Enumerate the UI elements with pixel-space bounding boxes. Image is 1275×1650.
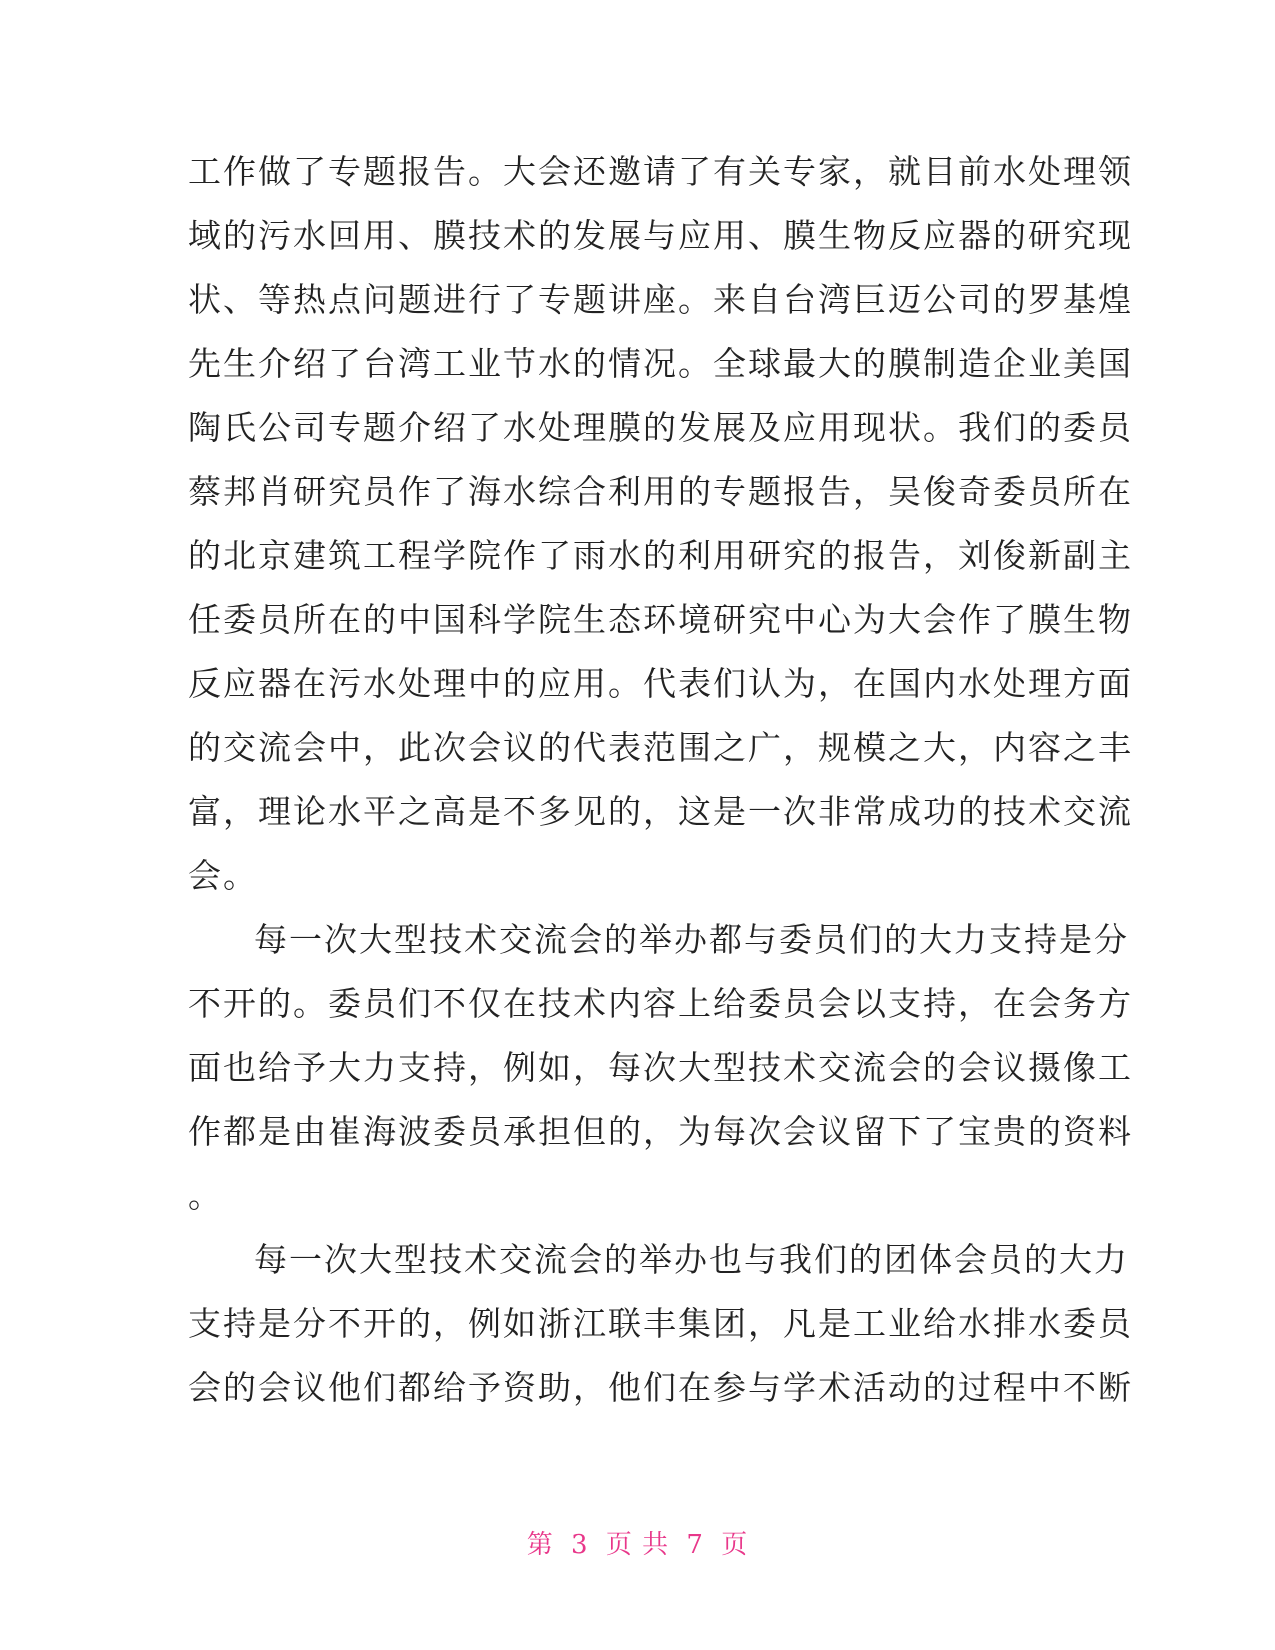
text-line: 富，理论水平之高是不多见的，这是一次非常成功的技术交流 <box>188 792 1133 831</box>
document-body <box>188 140 1133 1420</box>
footer-prefix: 第 <box>526 1530 554 1560</box>
page-footer <box>0 1524 1275 1561</box>
text-line: 状、等热点问题进行了专题讲座。来自台湾巨迈公司的罗基煌 <box>188 280 1133 319</box>
text-line: 会。 <box>188 856 258 895</box>
text-line: 先生介绍了台湾工业节水的情况。全球最大的膜制造企业美国 <box>188 344 1133 383</box>
footer-middle: 页 共 <box>605 1530 670 1560</box>
text-line: 的交流会中，此次会议的代表范围之广，规模之大，内容之丰 <box>188 728 1133 767</box>
text-line: 不开的。委员们不仅在技术内容上给委员会以支持，在会务方 <box>188 984 1133 1023</box>
footer-page-number: 3 <box>571 1530 589 1560</box>
text-line: 作都是由崔海波委员承担但的，为每次会议留下了宝贵的资料 <box>188 1112 1133 1151</box>
paragraph-first-line: 每一次大型技术交流会的举办也与我们的团体会员的大力 <box>254 1240 1129 1279</box>
text-line: 域的污水回用、膜技术的发展与应用、膜生物反应器的研究现 <box>188 216 1133 255</box>
text-line: 反应器在污水处理中的应用。代表们认为，在国内水处理方面 <box>188 664 1133 703</box>
text-line: 。 <box>188 1176 223 1215</box>
footer-suffix: 页 <box>721 1530 749 1560</box>
text-line: 面也给予大力支持，例如，每次大型技术交流会的会议摄像工 <box>188 1048 1133 1087</box>
footer-total-pages: 7 <box>686 1530 704 1560</box>
text-line: 工作做了专题报告。大会还邀请了有关专家，就目前水处理领 <box>188 152 1133 191</box>
text-line: 陶氏公司专题介绍了水处理膜的发展及应用现状。我们的委员 <box>188 408 1133 447</box>
text-line: 任委员所在的中国科学院生态环境研究中心为大会作了膜生物 <box>188 600 1133 639</box>
text-line: 支持是分不开的，例如浙江联丰集团，凡是工业给水排水委员 <box>188 1304 1133 1343</box>
text-line: 蔡邦肖研究员作了海水综合利用的专题报告，吴俊奇委员所在 <box>188 472 1133 511</box>
text-line: 会的会议他们都给予资助，他们在参与学术活动的过程中不断 <box>188 1368 1133 1407</box>
paragraph-first-line: 每一次大型技术交流会的举办都与委员们的大力支持是分 <box>254 920 1129 959</box>
text-line: 的北京建筑工程学院作了雨水的利用研究的报告，刘俊新副主 <box>188 536 1133 575</box>
